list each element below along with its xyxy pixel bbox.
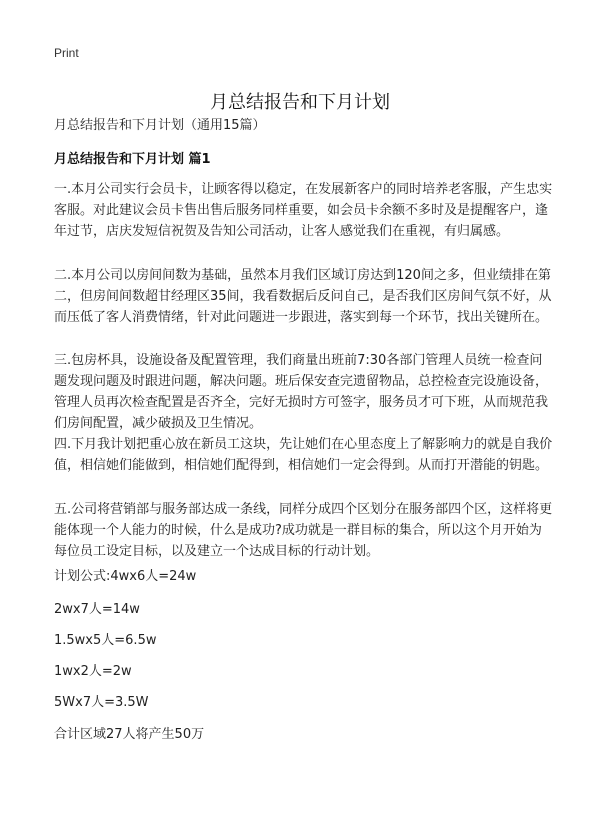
document-subtitle: 月总结报告和下月计划（通用15篇） (54, 118, 266, 133)
paragraph-4: 四.下月我计划把重心放在新员工这块，先让她们在心里态度上了解影响力的就是自我价值，相信她们能做到，相信她们配得到，相信她们一定会得到。从而打开潜能的钥匙。 (54, 437, 553, 473)
formula-line: 计划公式:4wx6人=24w (54, 569, 197, 584)
formula-line: 2wx7人=14w (54, 602, 140, 617)
print-link[interactable]: Print (54, 46, 79, 60)
formula-total: 合计区域27人将产生50万 (54, 727, 205, 742)
paragraph-2: 二.本月公司以房间间数为基础，虽然本月我们区域订房达到120间之多，但业绩排在第二，但房间间数超甘经理区35间，我看数据后反问自己，是否我们区房间气氛不好，从而压低了客人消费情绪，针对此问题进一步跟进，落实到每一个环节，找出关键所在。 (54, 268, 552, 325)
formula-line: 5Wx7人=3.5W (54, 695, 149, 710)
paragraph-3: 三.包房杯具，设施设备及配置管理，我们商量出班前7:30各部门管理人员统一检查问题发现问题及时跟进问题，解决问题。班后保安查完遗留物品，总控检查完设施设备，管理人员再次检查配置是否齐全，完好无损时方可签字，服务员才可下班，从而规范我们房间配置，减少破损及卫生情况。 (54, 353, 549, 431)
section-heading: 月总结报告和下月计划 篇1 (54, 152, 211, 167)
paragraph-5: 五.公司将营销部与服务部达成一条线，同样分成四个区划分在服务部四个区，这样将更能体现一个人能力的时候，什么是成功?成功就是一群目标的集合，所以这个月开始为每位员工设定目标，以及建立一个达成目标的行动计划。 (54, 502, 553, 559)
formula-line: 1.5wx5人=6.5w (54, 633, 157, 648)
formula-line: 1wx2人=2w (54, 664, 132, 679)
paragraph-1: 一.本月公司实行会员卡，让顾客得以稳定，在发展新客户的同时培养老客服，产生忠实客服。对此建议会员卡售出售后服务同样重要，如会员卡余额不多时及是提醒客户，逢年过节，店庆发短信祝贺及告知公司活动，让客人感觉我们在重视，有归属感。 (54, 182, 553, 239)
page-title: 月总结报告和下月计划 (210, 92, 390, 114)
